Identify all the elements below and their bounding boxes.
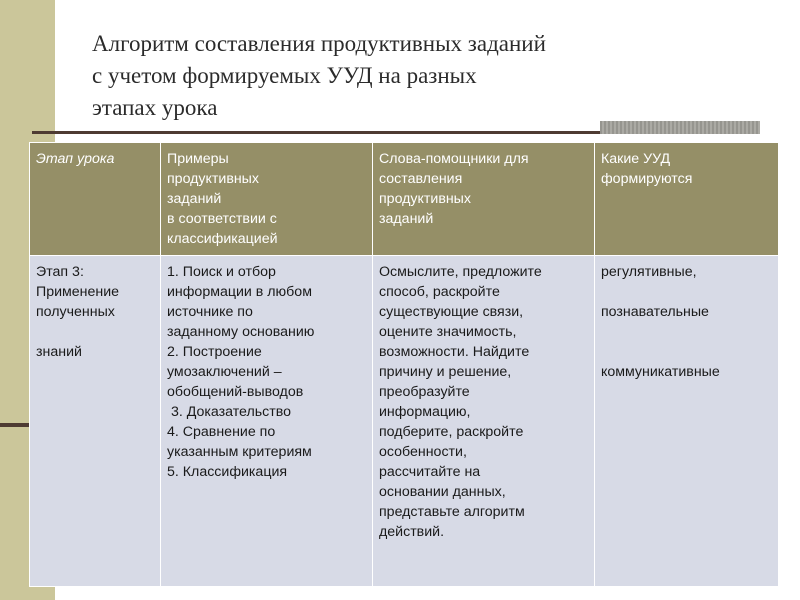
cell-line: информацию, xyxy=(379,404,471,420)
cell-line: основании данных, xyxy=(379,484,506,500)
cell-line: 5. Классификация xyxy=(167,464,288,480)
header-line: продуктивных xyxy=(379,191,471,207)
cell-line: 3. Доказательство xyxy=(167,404,291,420)
cell-line: полученных xyxy=(36,304,115,320)
cell-line: представьте алгоритм xyxy=(379,504,525,520)
cell-line: регулятивные, xyxy=(601,264,697,280)
cell-stage xyxy=(30,256,161,587)
slide-title xyxy=(92,28,712,124)
cell-line: познавательные xyxy=(601,304,709,320)
header-line: заданий xyxy=(379,211,434,227)
header-uud xyxy=(595,143,779,256)
header-line: Примеры xyxy=(167,151,229,167)
cell-line: особенности, xyxy=(379,444,467,460)
cell-line: обобщений-выводов xyxy=(167,384,304,400)
cell-line: знаний xyxy=(36,344,82,360)
header-line: Какие УУД xyxy=(601,151,671,167)
cell-line: действий. xyxy=(379,524,445,540)
header-line: заданий xyxy=(167,191,222,207)
header-line: Слова-помощники для xyxy=(379,151,529,167)
decor-bar xyxy=(600,121,760,134)
cell-gap xyxy=(601,322,772,342)
cell-line: существующие связи, xyxy=(379,304,524,320)
cell-gap xyxy=(601,282,772,302)
cell-line: Осмыслите, предложите xyxy=(379,264,542,280)
cell-line: причину и решение, xyxy=(379,364,512,380)
header-line: формируются xyxy=(601,171,693,187)
cell-line: подберите, раскройте xyxy=(379,424,524,440)
cell-line: преобразуйте xyxy=(379,384,470,400)
cell-line: способ, раскройте xyxy=(379,284,500,300)
title-line: Алгоритм составления продуктивных заданий xyxy=(92,31,546,56)
cell-line: коммуникативные xyxy=(601,364,720,380)
header-stage xyxy=(30,143,161,256)
header-helper-words xyxy=(373,143,595,256)
header-line: продуктивных xyxy=(167,171,259,187)
cell-line: Этап 3: xyxy=(36,264,84,280)
cell-line: 1. Поиск и отбор xyxy=(167,264,276,280)
table-row xyxy=(30,256,779,587)
cell-helper-words xyxy=(373,256,595,587)
header-line: Этап урока xyxy=(36,151,115,167)
cell-examples xyxy=(161,256,373,587)
header-line: составления xyxy=(379,171,463,187)
cell-line: 4. Сравнение по xyxy=(167,424,276,440)
uud-table xyxy=(29,142,779,587)
title-line: с учетом формируемых УУД на разных xyxy=(92,63,477,88)
cell-gap xyxy=(601,342,772,362)
cell-line: оцените значимость, xyxy=(379,324,517,340)
header-line: классификацией xyxy=(167,231,278,247)
cell-line: рассчитайте на xyxy=(379,464,481,480)
header-line: в соответствии с xyxy=(167,211,277,227)
cell-line: информации в любом xyxy=(167,284,312,300)
cell-line: источнике по xyxy=(167,304,253,320)
cell-uud xyxy=(595,256,779,587)
cell-line: умозаключений – xyxy=(167,364,282,380)
header-examples xyxy=(161,143,373,256)
cell-line: возможности. Найдите xyxy=(379,344,530,360)
cell-gap xyxy=(36,322,154,342)
cell-line: Применение xyxy=(36,284,120,300)
table-header-row xyxy=(30,143,779,256)
title-line: этапах урока xyxy=(92,95,218,120)
cell-line: указанным критериям xyxy=(167,444,312,460)
cell-line: заданному основанию xyxy=(167,324,315,340)
cell-line: 2. Построение xyxy=(167,344,262,360)
